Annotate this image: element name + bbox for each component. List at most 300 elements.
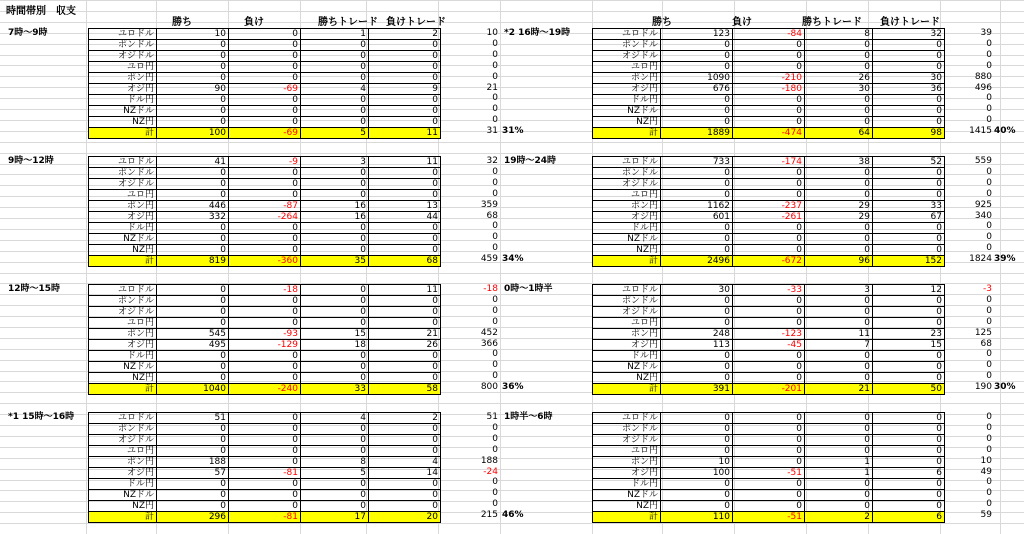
- currency-pair-cell[interactable]: ユロドル: [89, 413, 157, 424]
- win-trades-cell[interactable]: 0: [805, 490, 873, 501]
- win-amount-cell[interactable]: 0: [157, 307, 229, 318]
- net-profit-cell[interactable]: 188: [480, 455, 498, 466]
- net-profit-cell[interactable]: 215: [480, 510, 498, 521]
- net-profit-cell[interactable]: 0: [492, 232, 498, 243]
- currency-pair-cell[interactable]: ポン円: [89, 457, 157, 468]
- net-profit-cell[interactable]: 190: [974, 382, 992, 393]
- currency-pair-cell[interactable]: オジドル: [89, 435, 157, 446]
- loss-amount-cell[interactable]: 0: [733, 223, 805, 234]
- loss-trades-cell[interactable]: 4: [369, 457, 441, 468]
- loss-trades-cell[interactable]: 2: [369, 413, 441, 424]
- win-amount-cell[interactable]: 0: [661, 51, 733, 62]
- currency-pair-cell[interactable]: NZドル: [593, 234, 661, 245]
- loss-trades-cell[interactable]: 0: [369, 40, 441, 51]
- win-trades-cell[interactable]: 2: [805, 512, 873, 523]
- loss-trades-cell[interactable]: 0: [369, 234, 441, 245]
- win-trades-cell[interactable]: 0: [805, 362, 873, 373]
- currency-pair-cell[interactable]: ドル円: [89, 479, 157, 490]
- loss-trades-cell[interactable]: 0: [369, 62, 441, 73]
- net-profit-cell[interactable]: 0: [986, 294, 992, 305]
- loss-trades-cell[interactable]: 0: [369, 351, 441, 362]
- net-profit-cell[interactable]: 49: [980, 466, 992, 477]
- net-profit-cell[interactable]: 452: [480, 327, 498, 338]
- loss-amount-cell[interactable]: -9: [229, 157, 301, 168]
- loss-amount-cell[interactable]: -237: [733, 201, 805, 212]
- loss-trades-cell[interactable]: 13: [369, 201, 441, 212]
- loss-trades-cell[interactable]: 68: [369, 256, 441, 267]
- currency-pair-cell[interactable]: ドル円: [593, 479, 661, 490]
- win-trades-cell[interactable]: 0: [301, 296, 369, 307]
- loss-amount-cell[interactable]: 0: [733, 62, 805, 73]
- loss-amount-cell[interactable]: -129: [229, 340, 301, 351]
- win-trades-cell[interactable]: 0: [805, 179, 873, 190]
- win-amount-cell[interactable]: 0: [661, 446, 733, 457]
- currency-pair-cell[interactable]: NZ円: [89, 245, 157, 256]
- currency-pair-cell[interactable]: NZドル: [593, 106, 661, 117]
- win-amount-cell[interactable]: 0: [661, 351, 733, 362]
- loss-amount-cell[interactable]: -672: [733, 256, 805, 267]
- currency-pair-cell[interactable]: ポンドル: [89, 296, 157, 307]
- currency-pair-cell[interactable]: ポン円: [89, 329, 157, 340]
- loss-trades-cell[interactable]: 21: [369, 329, 441, 340]
- win-amount-cell[interactable]: 0: [157, 362, 229, 373]
- currency-pair-cell[interactable]: 計: [593, 384, 661, 395]
- currency-pair-cell[interactable]: オジ円: [89, 340, 157, 351]
- win-trades-cell[interactable]: 0: [805, 245, 873, 256]
- currency-pair-cell[interactable]: ユロドル: [89, 29, 157, 40]
- net-profit-cell[interactable]: 0: [492, 104, 498, 115]
- net-profit-cell[interactable]: 340: [974, 210, 992, 221]
- currency-pair-cell[interactable]: ドル円: [89, 223, 157, 234]
- net-profit-cell[interactable]: 0: [492, 294, 498, 305]
- win-amount-cell[interactable]: 0: [661, 296, 733, 307]
- currency-pair-cell[interactable]: NZ円: [593, 245, 661, 256]
- win-trades-cell[interactable]: 0: [301, 62, 369, 73]
- win-trades-cell[interactable]: 0: [301, 318, 369, 329]
- win-trades-cell[interactable]: 1: [805, 457, 873, 468]
- win-trades-cell[interactable]: 0: [805, 435, 873, 446]
- currency-pair-cell[interactable]: NZドル: [89, 234, 157, 245]
- win-amount-cell[interactable]: 0: [661, 479, 733, 490]
- currency-pair-cell[interactable]: ポン円: [593, 201, 661, 212]
- currency-pair-cell[interactable]: NZドル: [89, 362, 157, 373]
- currency-pair-cell[interactable]: ユロ円: [593, 446, 661, 457]
- loss-trades-cell[interactable]: 14: [369, 468, 441, 479]
- currency-pair-cell[interactable]: オジドル: [89, 51, 157, 62]
- net-profit-cell[interactable]: 21: [486, 82, 498, 93]
- loss-trades-cell[interactable]: 0: [369, 223, 441, 234]
- loss-amount-cell[interactable]: 0: [733, 373, 805, 384]
- win-amount-cell[interactable]: 0: [661, 307, 733, 318]
- net-profit-cell[interactable]: -18: [483, 284, 498, 294]
- win-amount-cell[interactable]: 0: [157, 351, 229, 362]
- currency-pair-cell[interactable]: ドル円: [593, 95, 661, 106]
- win-trades-cell[interactable]: 0: [301, 245, 369, 256]
- win-trades-cell[interactable]: 18: [301, 340, 369, 351]
- win-trades-cell[interactable]: 0: [805, 117, 873, 128]
- win-trades-cell[interactable]: 0: [805, 446, 873, 457]
- currency-pair-cell[interactable]: NZ円: [89, 117, 157, 128]
- loss-amount-cell[interactable]: 0: [229, 95, 301, 106]
- win-trades-cell[interactable]: 7: [805, 340, 873, 351]
- net-profit-cell[interactable]: 0: [492, 166, 498, 177]
- win-trades-cell[interactable]: 8: [805, 29, 873, 40]
- loss-amount-cell[interactable]: 0: [229, 223, 301, 234]
- net-profit-cell[interactable]: 125: [974, 327, 992, 338]
- loss-trades-cell[interactable]: 0: [369, 106, 441, 117]
- loss-amount-cell[interactable]: 0: [229, 62, 301, 73]
- win-trades-cell[interactable]: 1: [301, 29, 369, 40]
- win-trades-cell[interactable]: 0: [301, 95, 369, 106]
- loss-trades-cell[interactable]: 11: [369, 285, 441, 296]
- currency-pair-cell[interactable]: ユロドル: [89, 157, 157, 168]
- net-profit-cell[interactable]: 0: [986, 371, 992, 382]
- win-amount-cell[interactable]: 0: [661, 40, 733, 51]
- win-amount-cell[interactable]: 10: [661, 457, 733, 468]
- win-trades-cell[interactable]: 0: [805, 296, 873, 307]
- loss-trades-cell[interactable]: 0: [873, 490, 945, 501]
- loss-trades-cell[interactable]: 0: [873, 479, 945, 490]
- loss-amount-cell[interactable]: 0: [229, 490, 301, 501]
- currency-pair-cell[interactable]: ドル円: [593, 223, 661, 234]
- loss-amount-cell[interactable]: -474: [733, 128, 805, 139]
- win-trades-cell[interactable]: 0: [301, 73, 369, 84]
- currency-pair-cell[interactable]: ポン円: [89, 73, 157, 84]
- win-amount-cell[interactable]: 0: [157, 490, 229, 501]
- loss-amount-cell[interactable]: -18: [229, 285, 301, 296]
- currency-pair-cell[interactable]: ユロドル: [89, 285, 157, 296]
- win-trades-cell[interactable]: 0: [301, 501, 369, 512]
- net-profit-cell[interactable]: 0: [492, 433, 498, 444]
- win-trades-cell[interactable]: 38: [805, 157, 873, 168]
- win-trades-cell[interactable]: 0: [301, 285, 369, 296]
- win-trades-cell[interactable]: 0: [805, 95, 873, 106]
- win-trades-cell[interactable]: 21: [805, 384, 873, 395]
- currency-pair-cell[interactable]: 計: [593, 256, 661, 267]
- win-amount-cell[interactable]: 0: [157, 117, 229, 128]
- net-profit-cell[interactable]: 496: [974, 82, 992, 93]
- loss-amount-cell[interactable]: 0: [733, 457, 805, 468]
- win-trades-cell[interactable]: 96: [805, 256, 873, 267]
- net-profit-cell[interactable]: 1824: [969, 254, 992, 265]
- net-profit-cell[interactable]: 559: [974, 156, 992, 166]
- win-amount-cell[interactable]: 0: [157, 40, 229, 51]
- win-amount-cell[interactable]: 248: [661, 329, 733, 340]
- currency-pair-cell[interactable]: オジ円: [593, 84, 661, 95]
- win-trades-cell[interactable]: 0: [805, 234, 873, 245]
- loss-trades-cell[interactable]: 0: [873, 318, 945, 329]
- loss-amount-cell[interactable]: -69: [229, 128, 301, 139]
- loss-trades-cell[interactable]: 0: [873, 234, 945, 245]
- win-trades-cell[interactable]: 0: [301, 190, 369, 201]
- win-amount-cell[interactable]: 332: [157, 212, 229, 223]
- loss-amount-cell[interactable]: -240: [229, 384, 301, 395]
- loss-trades-cell[interactable]: 0: [873, 168, 945, 179]
- loss-amount-cell[interactable]: 0: [733, 435, 805, 446]
- win-amount-cell[interactable]: 57: [157, 468, 229, 479]
- net-profit-cell[interactable]: 0: [492, 422, 498, 433]
- loss-trades-cell[interactable]: 6: [873, 468, 945, 479]
- win-trades-cell[interactable]: 4: [301, 413, 369, 424]
- net-profit-cell[interactable]: 0: [492, 305, 498, 316]
- loss-amount-cell[interactable]: 0: [733, 40, 805, 51]
- loss-trades-cell[interactable]: 0: [369, 490, 441, 501]
- currency-pair-cell[interactable]: 計: [89, 128, 157, 139]
- win-trades-cell[interactable]: 0: [301, 362, 369, 373]
- win-trades-cell[interactable]: 0: [805, 307, 873, 318]
- win-trades-cell[interactable]: 15: [301, 329, 369, 340]
- win-trades-cell[interactable]: 16: [301, 201, 369, 212]
- loss-trades-cell[interactable]: 0: [873, 446, 945, 457]
- win-amount-cell[interactable]: 0: [661, 362, 733, 373]
- currency-pair-cell[interactable]: NZ円: [89, 373, 157, 384]
- currency-pair-cell[interactable]: NZ円: [593, 373, 661, 384]
- net-profit-cell[interactable]: 0: [986, 433, 992, 444]
- net-profit-cell[interactable]: 366: [480, 338, 498, 349]
- loss-amount-cell[interactable]: 0: [229, 307, 301, 318]
- net-profit-cell[interactable]: 39: [980, 28, 992, 38]
- win-trades-cell[interactable]: 0: [301, 351, 369, 362]
- currency-pair-cell[interactable]: ユロ円: [89, 62, 157, 73]
- win-amount-cell[interactable]: 0: [157, 296, 229, 307]
- loss-trades-cell[interactable]: 0: [873, 296, 945, 307]
- loss-amount-cell[interactable]: -51: [733, 468, 805, 479]
- net-profit-cell[interactable]: 0: [986, 477, 992, 488]
- loss-trades-cell[interactable]: 11: [369, 157, 441, 168]
- win-amount-cell[interactable]: 10: [157, 29, 229, 40]
- win-amount-cell[interactable]: 601: [661, 212, 733, 223]
- loss-trades-cell[interactable]: 0: [369, 435, 441, 446]
- loss-trades-cell[interactable]: 0: [369, 168, 441, 179]
- win-trades-cell[interactable]: 64: [805, 128, 873, 139]
- win-amount-cell[interactable]: 0: [661, 373, 733, 384]
- net-profit-cell[interactable]: 0: [986, 412, 992, 422]
- win-trades-cell[interactable]: 1: [805, 468, 873, 479]
- win-amount-cell[interactable]: 0: [661, 106, 733, 117]
- win-trades-cell[interactable]: 0: [301, 373, 369, 384]
- win-amount-cell[interactable]: 733: [661, 157, 733, 168]
- loss-trades-cell[interactable]: 0: [369, 117, 441, 128]
- win-amount-cell[interactable]: 0: [661, 62, 733, 73]
- loss-amount-cell[interactable]: 0: [733, 424, 805, 435]
- currency-pair-cell[interactable]: オジドル: [593, 435, 661, 446]
- win-trades-cell[interactable]: 0: [805, 351, 873, 362]
- win-amount-cell[interactable]: 0: [661, 490, 733, 501]
- win-amount-cell[interactable]: 0: [661, 234, 733, 245]
- win-trades-cell[interactable]: 30: [805, 84, 873, 95]
- win-amount-cell[interactable]: 0: [661, 501, 733, 512]
- win-trades-cell[interactable]: 26: [805, 73, 873, 84]
- loss-amount-cell[interactable]: 0: [229, 51, 301, 62]
- currency-pair-cell[interactable]: ポン円: [593, 73, 661, 84]
- currency-pair-cell[interactable]: ポンドル: [593, 424, 661, 435]
- loss-trades-cell[interactable]: 0: [369, 296, 441, 307]
- loss-amount-cell[interactable]: 0: [733, 95, 805, 106]
- net-profit-cell[interactable]: 59: [980, 510, 992, 521]
- loss-trades-cell[interactable]: 20: [369, 512, 441, 523]
- win-amount-cell[interactable]: 0: [661, 95, 733, 106]
- loss-trades-cell[interactable]: 152: [873, 256, 945, 267]
- win-amount-cell[interactable]: 1889: [661, 128, 733, 139]
- loss-trades-cell[interactable]: 12: [873, 285, 945, 296]
- loss-trades-cell[interactable]: 0: [369, 190, 441, 201]
- loss-amount-cell[interactable]: -93: [229, 329, 301, 340]
- loss-amount-cell[interactable]: 0: [229, 373, 301, 384]
- net-profit-cell[interactable]: 880: [974, 71, 992, 82]
- win-trades-cell[interactable]: 16: [301, 212, 369, 223]
- win-trades-cell[interactable]: 0: [301, 435, 369, 446]
- currency-pair-cell[interactable]: NZドル: [89, 490, 157, 501]
- win-amount-cell[interactable]: 100: [157, 128, 229, 139]
- loss-amount-cell[interactable]: 0: [733, 490, 805, 501]
- loss-trades-cell[interactable]: 36: [873, 84, 945, 95]
- loss-trades-cell[interactable]: 0: [873, 307, 945, 318]
- win-amount-cell[interactable]: 0: [157, 446, 229, 457]
- net-profit-cell[interactable]: 0: [986, 422, 992, 433]
- loss-trades-cell[interactable]: 0: [873, 40, 945, 51]
- loss-amount-cell[interactable]: 0: [733, 179, 805, 190]
- win-amount-cell[interactable]: 113: [661, 340, 733, 351]
- currency-pair-cell[interactable]: NZドル: [89, 106, 157, 117]
- currency-pair-cell[interactable]: ユロドル: [593, 285, 661, 296]
- loss-amount-cell[interactable]: 0: [229, 351, 301, 362]
- currency-pair-cell[interactable]: ユロ円: [593, 62, 661, 73]
- loss-amount-cell[interactable]: 0: [733, 106, 805, 117]
- win-trades-cell[interactable]: 0: [805, 62, 873, 73]
- loss-trades-cell[interactable]: 0: [873, 351, 945, 362]
- loss-trades-cell[interactable]: 0: [873, 424, 945, 435]
- net-profit-cell[interactable]: 0: [986, 166, 992, 177]
- loss-amount-cell[interactable]: -180: [733, 84, 805, 95]
- loss-amount-cell[interactable]: 0: [229, 296, 301, 307]
- win-trades-cell[interactable]: 0: [805, 106, 873, 117]
- win-amount-cell[interactable]: 0: [157, 234, 229, 245]
- currency-pair-cell[interactable]: 計: [89, 384, 157, 395]
- win-trades-cell[interactable]: 3: [301, 157, 369, 168]
- loss-amount-cell[interactable]: 0: [229, 245, 301, 256]
- currency-pair-cell[interactable]: オジドル: [89, 179, 157, 190]
- net-profit-cell[interactable]: 0: [492, 360, 498, 371]
- win-trades-cell[interactable]: 4: [301, 84, 369, 95]
- loss-trades-cell[interactable]: 0: [873, 435, 945, 446]
- net-profit-cell[interactable]: 0: [986, 93, 992, 104]
- net-profit-cell[interactable]: 0: [986, 360, 992, 371]
- win-trades-cell[interactable]: 0: [805, 424, 873, 435]
- win-amount-cell[interactable]: 90: [157, 84, 229, 95]
- win-amount-cell[interactable]: 545: [157, 329, 229, 340]
- win-trades-cell[interactable]: 0: [805, 168, 873, 179]
- loss-trades-cell[interactable]: 0: [873, 95, 945, 106]
- win-trades-cell[interactable]: 11: [805, 329, 873, 340]
- win-amount-cell[interactable]: 0: [157, 435, 229, 446]
- win-trades-cell[interactable]: 0: [301, 424, 369, 435]
- net-profit-cell[interactable]: 0: [986, 49, 992, 60]
- win-amount-cell[interactable]: 0: [157, 223, 229, 234]
- currency-pair-cell[interactable]: ポンドル: [89, 168, 157, 179]
- win-amount-cell[interactable]: 0: [157, 190, 229, 201]
- loss-trades-cell[interactable]: 0: [369, 51, 441, 62]
- win-amount-cell[interactable]: 495: [157, 340, 229, 351]
- currency-pair-cell[interactable]: オジ円: [89, 468, 157, 479]
- win-trades-cell[interactable]: 0: [805, 501, 873, 512]
- currency-pair-cell[interactable]: オジドル: [89, 307, 157, 318]
- net-profit-cell[interactable]: -3: [983, 284, 992, 294]
- win-trades-cell[interactable]: 0: [301, 446, 369, 457]
- loss-amount-cell[interactable]: 0: [229, 29, 301, 40]
- loss-amount-cell[interactable]: -87: [229, 201, 301, 212]
- win-amount-cell[interactable]: 0: [157, 106, 229, 117]
- currency-pair-cell[interactable]: オジドル: [593, 51, 661, 62]
- loss-trades-cell[interactable]: 44: [369, 212, 441, 223]
- currency-pair-cell[interactable]: ユロドル: [593, 157, 661, 168]
- net-profit-cell[interactable]: 0: [986, 232, 992, 243]
- win-amount-cell[interactable]: 0: [157, 285, 229, 296]
- loss-trades-cell[interactable]: 98: [873, 128, 945, 139]
- loss-trades-cell[interactable]: 0: [369, 95, 441, 106]
- win-amount-cell[interactable]: 100: [661, 468, 733, 479]
- win-amount-cell[interactable]: 0: [157, 62, 229, 73]
- loss-amount-cell[interactable]: -33: [733, 285, 805, 296]
- win-trades-cell[interactable]: 0: [301, 179, 369, 190]
- win-trades-cell[interactable]: 0: [301, 490, 369, 501]
- net-profit-cell[interactable]: 0: [492, 349, 498, 360]
- win-trades-cell[interactable]: 3: [805, 285, 873, 296]
- loss-amount-cell[interactable]: 0: [229, 117, 301, 128]
- loss-amount-cell[interactable]: 0: [733, 117, 805, 128]
- net-profit-cell[interactable]: 0: [492, 188, 498, 199]
- win-amount-cell[interactable]: 0: [661, 413, 733, 424]
- loss-trades-cell[interactable]: 0: [873, 413, 945, 424]
- currency-pair-cell[interactable]: ユロ円: [89, 318, 157, 329]
- net-profit-cell[interactable]: 10: [486, 28, 498, 38]
- net-profit-cell[interactable]: 0: [986, 221, 992, 232]
- loss-amount-cell[interactable]: 0: [733, 234, 805, 245]
- win-trades-cell[interactable]: 0: [301, 479, 369, 490]
- net-profit-cell[interactable]: 0: [492, 38, 498, 49]
- net-profit-cell[interactable]: 800: [480, 382, 498, 393]
- loss-amount-cell[interactable]: 0: [733, 413, 805, 424]
- win-trades-cell[interactable]: 35: [301, 256, 369, 267]
- currency-pair-cell[interactable]: ユロドル: [593, 413, 661, 424]
- win-trades-cell[interactable]: 0: [301, 307, 369, 318]
- currency-pair-cell[interactable]: ポンドル: [593, 296, 661, 307]
- win-amount-cell[interactable]: 0: [157, 168, 229, 179]
- net-profit-cell[interactable]: 68: [486, 210, 498, 221]
- loss-trades-cell[interactable]: 0: [873, 190, 945, 201]
- win-amount-cell[interactable]: 0: [661, 223, 733, 234]
- win-trades-cell[interactable]: 0: [805, 413, 873, 424]
- loss-amount-cell[interactable]: 0: [733, 318, 805, 329]
- net-profit-cell[interactable]: 0: [986, 444, 992, 455]
- net-profit-cell[interactable]: 0: [986, 349, 992, 360]
- loss-trades-cell[interactable]: 0: [369, 245, 441, 256]
- net-profit-cell[interactable]: 459: [480, 254, 498, 265]
- loss-amount-cell[interactable]: 0: [733, 362, 805, 373]
- loss-trades-cell[interactable]: 67: [873, 212, 945, 223]
- loss-amount-cell[interactable]: 0: [733, 245, 805, 256]
- win-amount-cell[interactable]: 0: [157, 179, 229, 190]
- currency-pair-cell[interactable]: ユロ円: [593, 318, 661, 329]
- loss-trades-cell[interactable]: 0: [873, 62, 945, 73]
- loss-amount-cell[interactable]: -261: [733, 212, 805, 223]
- loss-trades-cell[interactable]: 33: [873, 201, 945, 212]
- loss-amount-cell[interactable]: -69: [229, 84, 301, 95]
- net-profit-cell[interactable]: 0: [986, 316, 992, 327]
- net-profit-cell[interactable]: -24: [483, 466, 498, 477]
- win-amount-cell[interactable]: 1040: [157, 384, 229, 395]
- currency-pair-cell[interactable]: ポン円: [593, 457, 661, 468]
- currency-pair-cell[interactable]: NZドル: [593, 362, 661, 373]
